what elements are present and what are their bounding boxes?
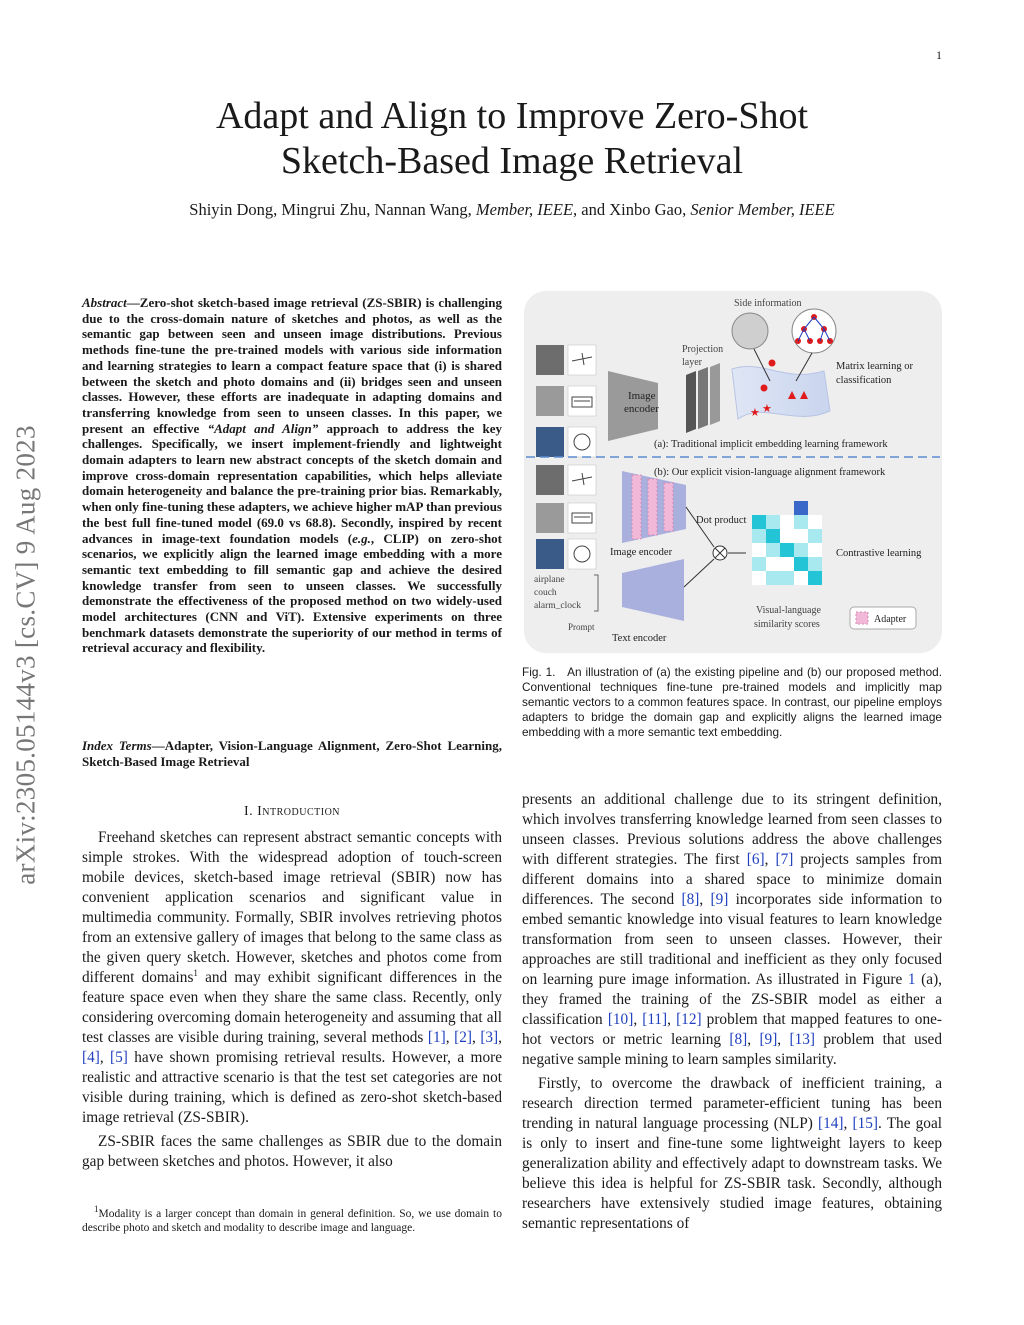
- similarity-cell: [766, 557, 780, 571]
- similarity-cell: [780, 529, 794, 543]
- arxiv-watermark: [6, 355, 46, 955]
- arxiv-id: arXiv:2305.05144v3 [cs.CV] 9 Aug 2023: [10, 425, 41, 885]
- similarity-cell: [808, 543, 822, 557]
- wikipedia-globe-icon: [732, 313, 768, 349]
- author-list: [0, 200, 1024, 220]
- similarity-cell: [780, 557, 794, 571]
- sketch-airplane: [568, 465, 596, 495]
- section-heading: [82, 804, 502, 820]
- citation-link[interactable]: [10]: [607, 1011, 634, 1028]
- abstract: [82, 295, 502, 656]
- prompt-word-1: airplane: [534, 575, 565, 585]
- projection-bar: [698, 367, 708, 429]
- introduction-text: [82, 828, 502, 1172]
- right-paragraph-1: presents an additional challenge due to its stringent definition, which involves transferring knowledge learned from seen classes to unseen classes. Previous solutions address the above challenges with different strategies. The first [6], [7] projects samples from different domains into a shared space to minimize domain differences. The second [8], [9] incorporates side information to embed semantic knowledge into visual features to learn knowledge transformation from seen to unseen classes. However, their approaches are still traditional and inefficient as they only focused on learning pure image information. As illustrated in Figure 1 (a), they framed the training of the ZS-SBIR model as either a classification [10], [11], [12] problem that mapped features to one-hot vectors or metric learning [8], [9], [13] problem that used negative sample mining to learn samples similarity.: [522, 791, 942, 1068]
- section-number: I.: [243, 804, 254, 819]
- similarity-cell: [766, 515, 780, 529]
- right-text: problem that mapped features to one-hot vectors or metric learning: [522, 1011, 942, 1048]
- citation-link[interactable]: [2]: [454, 1029, 472, 1046]
- adapter-legend-icon: [856, 612, 868, 624]
- intro-paragraph-1: Freehand sketches can represent abstract semantic concepts with simple strokes. With the widespread adoption of touch-screen mobile devices, sketch-based image retrieval (SBIR) now has convenient application scenarios and significant value in multimedia community. Formally, SBIR involves retrieving photos from an extensive gallery of images that belong to the same class as the given query sketch. However, sketches and photos come from different domains$^1$ and may exhibit significant differences in the feature space even when they share the same class. Recently, only considering overcoming domain heterogeneity and assuming that all test classes are visible during training, several methods [1], [2], [3], [4], [5] have shown promising retrieval results. However, a more realistic and attractive scenario is that the test set categories are not visible during training, which is defined as zero-shot sketch-based image retrieval (ZS-SBIR).: [82, 829, 503, 1126]
- author-role-a: Member, IEEE,: [475, 200, 578, 219]
- figure-caption: [522, 665, 942, 740]
- similarity-cell: [766, 571, 780, 585]
- citation-link[interactable]: [15]: [852, 1115, 878, 1132]
- similarity-cell: [794, 515, 808, 529]
- citation-link[interactable]: [4]: [82, 1049, 100, 1066]
- adapter-legend-label: Adapter: [874, 614, 907, 625]
- photo-clock: [536, 427, 564, 457]
- right-text: problem that used negative sample mining to learn samples similarity.: [522, 1031, 942, 1068]
- citation-link[interactable]: [3]: [480, 1029, 499, 1046]
- author-names-b: and Xinbo Gao,: [581, 200, 687, 219]
- similarity-cell: [808, 529, 822, 543]
- photo-airplane: [536, 345, 564, 375]
- footnote-marker[interactable]: 1: [193, 967, 198, 978]
- citation-link[interactable]: [9]: [710, 891, 729, 908]
- similarity-cell: [780, 543, 794, 557]
- similarity-cell: [794, 529, 808, 543]
- abstract-label: Abstract: [82, 295, 127, 310]
- image-encoder-a-label-2: encoder: [624, 403, 659, 415]
- embedding-point: [769, 360, 776, 367]
- tree-graph-icon: [792, 309, 836, 353]
- projection-layer-bars: [686, 363, 720, 433]
- similarity-cell: [766, 529, 780, 543]
- framework-b-label: (b): Our explicit vision-language alignment framework: [654, 467, 886, 478]
- image-encoder-b-label: Image encoder: [610, 547, 673, 558]
- citation-link[interactable]: [5]: [110, 1049, 128, 1066]
- paper-title: [0, 94, 1024, 184]
- sketch-clock: [568, 427, 596, 457]
- abstract-eg: e.g.: [352, 530, 371, 546]
- index-terms-label: Index Terms: [82, 738, 152, 753]
- matrix-learning-label-1: Matrix learning or: [836, 361, 913, 372]
- intro-text-a: Freehand sketches can represent abstract semantic concepts with simple strokes. With the widespread adoption of touch-screen mobile devices, sketch-based image retrieval (SBIR) now has convenient application scenarios and significant value in multimedia community. Formally, SBIR involves retrieving photos from an extensive gallery of images that belong to the same class as the given query sketch. However, sketches and photos come from different domains: [82, 829, 502, 986]
- title-line-1: Adapt and Align to Improve Zero-Shot: [215, 95, 809, 137]
- citation-link[interactable]: [13]: [789, 1031, 815, 1048]
- prompt-word-2: couch: [534, 588, 557, 598]
- citation-link[interactable]: [11]: [642, 1011, 668, 1028]
- citation-link[interactable]: [8]: [681, 891, 700, 908]
- adapter-block: [632, 475, 641, 539]
- similarity-label-2: similarity scores: [754, 619, 820, 630]
- adapters: [632, 475, 673, 539]
- intro-text-b: and may exhibit significant differences in the feature space even when they share the same class. Recently, only considering overcoming domain heterogeneity and assuming that all test classes are visible during training, several methods: [82, 969, 503, 1046]
- similarity-cell: [794, 543, 808, 557]
- right-column-text: [522, 790, 942, 1234]
- footnote: [82, 1204, 502, 1235]
- right-text: Firstly, to overcome the drawback of inefficient training, a research direction termed parameter-efficient tuning has been trending in natural language processing (NLP): [522, 1075, 942, 1132]
- author-names-a: Shiyin Dong, Mingrui Zhu, Nannan Wang,: [189, 200, 472, 219]
- similarity-cell: [780, 515, 794, 529]
- adapter-block: [664, 483, 673, 531]
- adapter-block: [648, 479, 657, 535]
- figure-link[interactable]: 1: [907, 971, 916, 988]
- caption-label: Fig. 1.: [522, 665, 556, 679]
- contrastive-learning-label: Contrastive learning: [836, 548, 922, 559]
- intro-text-c: have shown promising retrieval results. However, a more realistic and attractive scenario is that the test set categories are not visible during training, which is defined as zero-shot sketch-based image retrieval (ZS-SBIR).: [82, 1049, 502, 1126]
- right-text: . The goal is only to insert and fine-tune some lightweight layers to keep generalization ability and effectively adapt to downstream tasks. We believe this idea is helpful for ZS-SBIR task. Secondly, although researchers have extensively studied image features, obtaining semantic representations of: [522, 1115, 942, 1232]
- similarity-cell: [752, 557, 766, 571]
- framework-a-label: (a): Traditional implicit embedding learning framework: [654, 439, 888, 450]
- similarity-cell: [752, 571, 766, 585]
- citation-link[interactable]: [1]: [427, 1029, 446, 1046]
- figure-1: [524, 291, 942, 653]
- matrix-learning-label-2: classification: [836, 375, 892, 386]
- similarity-cell: [808, 515, 822, 529]
- sketch-clock: [568, 539, 596, 569]
- similarity-cell: [752, 529, 766, 543]
- similarity-cell: [752, 515, 766, 529]
- abstract-text-1: —Zero-shot sketch-based image retrieval (ZS-SBIR) is challenging due to the cross-domain nature of sketches and photos, as well as the semantic gap between seen and unseen image distributions. Previous methods fine-tune the pre-trained models with various side information and learning strategies to learn a compact feature space that (i) is shared between the sketch and photo domains and (ii) bridges seen and unseen classes. However, these efforts are inadequate in adapting domains and transferring knowledge from seen to unseen classes. In this paper, we present an effective: [82, 295, 502, 436]
- similarity-cell: [752, 543, 766, 557]
- right-text: projects samples from different domains into a shared space to minimize domain differences. The second: [522, 851, 942, 908]
- citation-link[interactable]: [14]: [818, 1115, 844, 1132]
- index-terms-text: —Adapter, Vision-Language Alignment, Zero-Shot Learning, Sketch-Based Image Retrieval: [82, 738, 502, 769]
- projection-bar: [710, 363, 720, 425]
- photo-clock: [536, 539, 564, 569]
- abstract-emphasis: “Adapt and Align”: [207, 420, 319, 436]
- citation-link[interactable]: [12]: [676, 1011, 702, 1028]
- abstract-text-3: , CLIP) on zero-shot scenarios, we explicitly align the learned image embedding with a more semantic text embedding to fill semantic gap and achieve the desired knowledge transfer from seen to unseen classes. We successfully demonstrate the effectiveness of the proposed method on two widely-used model architectures (CNN and ViT). Extensive experiments on three benchmark datasets demonstrate the superiority of our method in terms of retrieval accuracy and flexibility.: [82, 530, 503, 656]
- citation-link[interactable]: [9]: [759, 1031, 778, 1048]
- embedding-star: ★: [762, 403, 772, 415]
- section-title: Introduction: [257, 804, 341, 819]
- text-encoder-label: Text encoder: [612, 633, 667, 644]
- sketch-airplane: [568, 345, 596, 375]
- page-number: 1: [936, 48, 942, 62]
- similarity-cell: [808, 557, 822, 571]
- right-text: (a), they framed the training of the ZS-SBIR model as either a classification: [522, 971, 942, 1028]
- embedding-point: [761, 385, 768, 392]
- projection-bar: [686, 371, 696, 433]
- similarity-cell: [794, 501, 808, 515]
- footnote-number: 1: [94, 1204, 99, 1215]
- intro-paragraph-2: ZS-SBIR faces the same challenges as SBIR due to the domain gap between sketches and photos. However, it also: [82, 1133, 502, 1170]
- footnote-text: Modality is a larger concept than domain in general definition. So, we use domain to describe photo and sketch and modality to describe image and language.: [82, 1208, 502, 1234]
- author-role-b: Senior Member, IEEE: [690, 200, 835, 219]
- similarity-cell: [766, 543, 780, 557]
- citation-link[interactable]: [6]: [746, 851, 765, 868]
- embedding-star: ★: [750, 407, 760, 419]
- similarity-cell: [780, 571, 794, 585]
- citation-link[interactable]: [8]: [729, 1031, 748, 1048]
- right-paragraph-2: Firstly, to overcome the drawback of inefficient training, a research direction termed parameter-efficient tuning has been trending in natural language processing (NLP) [14], [15]. The goal is only to insert and fine-tune some lightweight layers to keep generalization ability and effectively adapt to downstream tasks. We believe this idea is helpful for ZS-SBIR task. Secondly, although researchers have extensively studied image features, obtaining semantic representations of: [522, 1075, 942, 1232]
- photo-couch: [536, 386, 564, 416]
- projection-layer-label-1: Projection: [682, 344, 724, 355]
- title-line-2: Sketch-Based Image Retrieval: [280, 140, 744, 182]
- image-encoder-a-label-1: Image: [628, 390, 656, 402]
- embedding-space: [732, 366, 830, 419]
- right-text: presents an additional challenge due to its stringent definition, which involves transferring knowledge learned from seen classes to unseen classes. Previous solutions address the above challenges with different strategies. The first: [522, 791, 942, 868]
- projection-layer-label-2: layer: [682, 357, 702, 368]
- index-terms: [82, 738, 502, 769]
- photo-airplane: [536, 465, 564, 495]
- abstract-text-2: approach to address the key challenges. Specifically, we insert implement-friendly and lightweight domain adapters to learn new abstract concepts of the sketch domain and improve cross-domain representation capabilities, which helps alleviate domain heterogeneity and balance the pre-training prior bias. Remarkably, when only fine-tuning these adapters, we achieve higher mAP than previous the best full fine-tuned model (69.0 vs 68.8). Secondly, inspired by recent advances in image-text foundation models (: [82, 420, 502, 546]
- dot-product-label: Dot product: [696, 515, 747, 526]
- similarity-cell: [794, 571, 808, 585]
- photo-couch: [536, 503, 564, 533]
- right-text: incorporates side information to embed semantic knowledge into visual features to learn knowledge transformation from seen to unseen classes. However, their approaches are still traditional and inefficient as they only focused on learning pure image information. As illustrated in Figure: [522, 891, 942, 988]
- prompt-label: Prompt: [568, 622, 595, 632]
- prompt-word-3: alarm_clock: [534, 601, 581, 611]
- similarity-cell: [808, 571, 822, 585]
- citation-link[interactable]: [7]: [775, 851, 794, 868]
- similarity-cell: [794, 557, 808, 571]
- caption-text: An illustration of (a) the existing pipeline and (b) our proposed method. Conventional techniques fine-tune pre-trained models and implicitly map semantic vectors to a common features space. In contrast, our pipeline employs adapters to bridge the domain gap and explicitly aligns the learned image embedding with a more semantic text embedding.: [522, 665, 942, 739]
- side-information-label: Side information: [734, 298, 802, 309]
- similarity-label-1: Visual-language: [756, 605, 821, 616]
